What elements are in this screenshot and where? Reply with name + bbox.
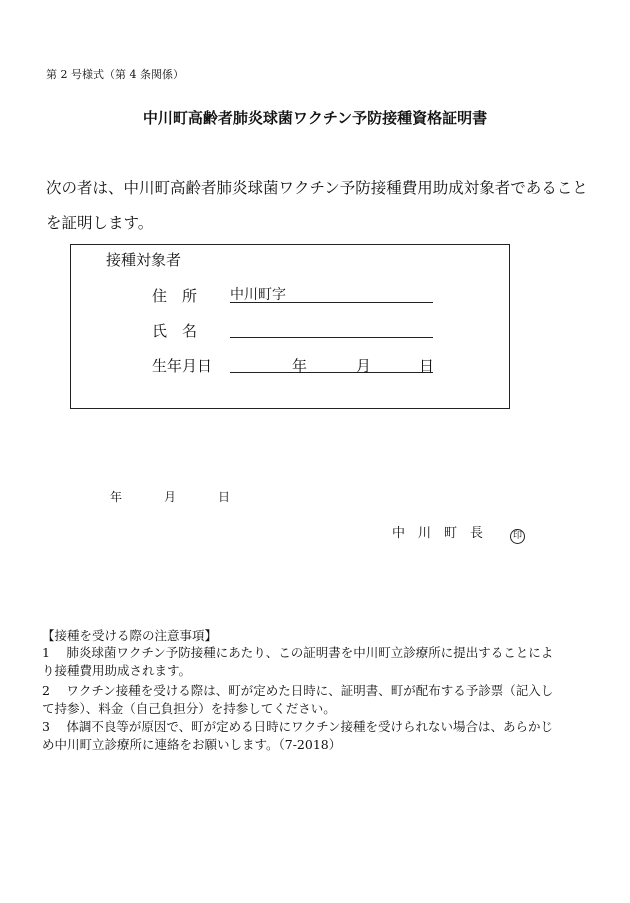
issue-year-unit: 年	[110, 490, 123, 504]
dob-field[interactable]	[230, 354, 433, 373]
notes-heading: 【接種を受ける際の注意事項】	[42, 628, 218, 643]
dob-day-unit: 日	[419, 357, 435, 375]
address-field[interactable]	[230, 284, 433, 303]
note-line: り接種費用助成されます。	[42, 663, 192, 678]
issue-month-unit: 月	[164, 490, 177, 504]
name-label: 氏 名	[152, 322, 198, 340]
dob-label: 生年月日	[152, 357, 213, 375]
certification-statement-line-1: 次の者は、中川町高齢者肺炎球菌ワクチン予防接種費用助成対象者であること	[46, 179, 588, 197]
certification-statement-line-2: を証明します。	[46, 214, 154, 232]
dob-month-unit: 月	[356, 357, 372, 375]
address-label: 住 所	[152, 287, 198, 305]
document-title: 中川町高齢者肺炎球菌ワクチン予防接種資格証明書	[142, 109, 488, 127]
issue-day-unit: 日	[218, 490, 231, 504]
address-field-value: 中川町字	[230, 287, 286, 303]
subject-box-heading: 接種対象者	[106, 251, 182, 269]
note-1	[42, 644, 553, 680]
note-line: 2 ワクチン接種を受ける際は、町が定めた日時に、証明書、町が配布する予診票（記入し	[42, 683, 554, 698]
note-line: 3 体調不良等が原因で、町が定める日時にワクチン接種を受けられない場合は、あらかじ	[42, 719, 554, 734]
note-line: て持参）、料金（自己負担分）を持参してください。	[42, 701, 336, 716]
note-line: め中川町立診療所に連絡をお願いします。（7-2018）	[42, 737, 342, 752]
note-3	[42, 718, 553, 754]
dob-year-unit: 年	[292, 357, 308, 375]
name-field[interactable]	[230, 319, 433, 338]
seal-mark: 印	[510, 529, 525, 544]
note-2	[42, 682, 553, 718]
note-line: 1 肺炎球菌ワクチン予防接種にあたり、この証明書を中川町立診療所に提出することによ	[42, 645, 554, 660]
form-number: 第 2 号様式（第 4 条関係）	[46, 68, 184, 81]
seal-icon	[510, 523, 525, 544]
issuer-title: 中 川 町 長	[392, 526, 484, 541]
